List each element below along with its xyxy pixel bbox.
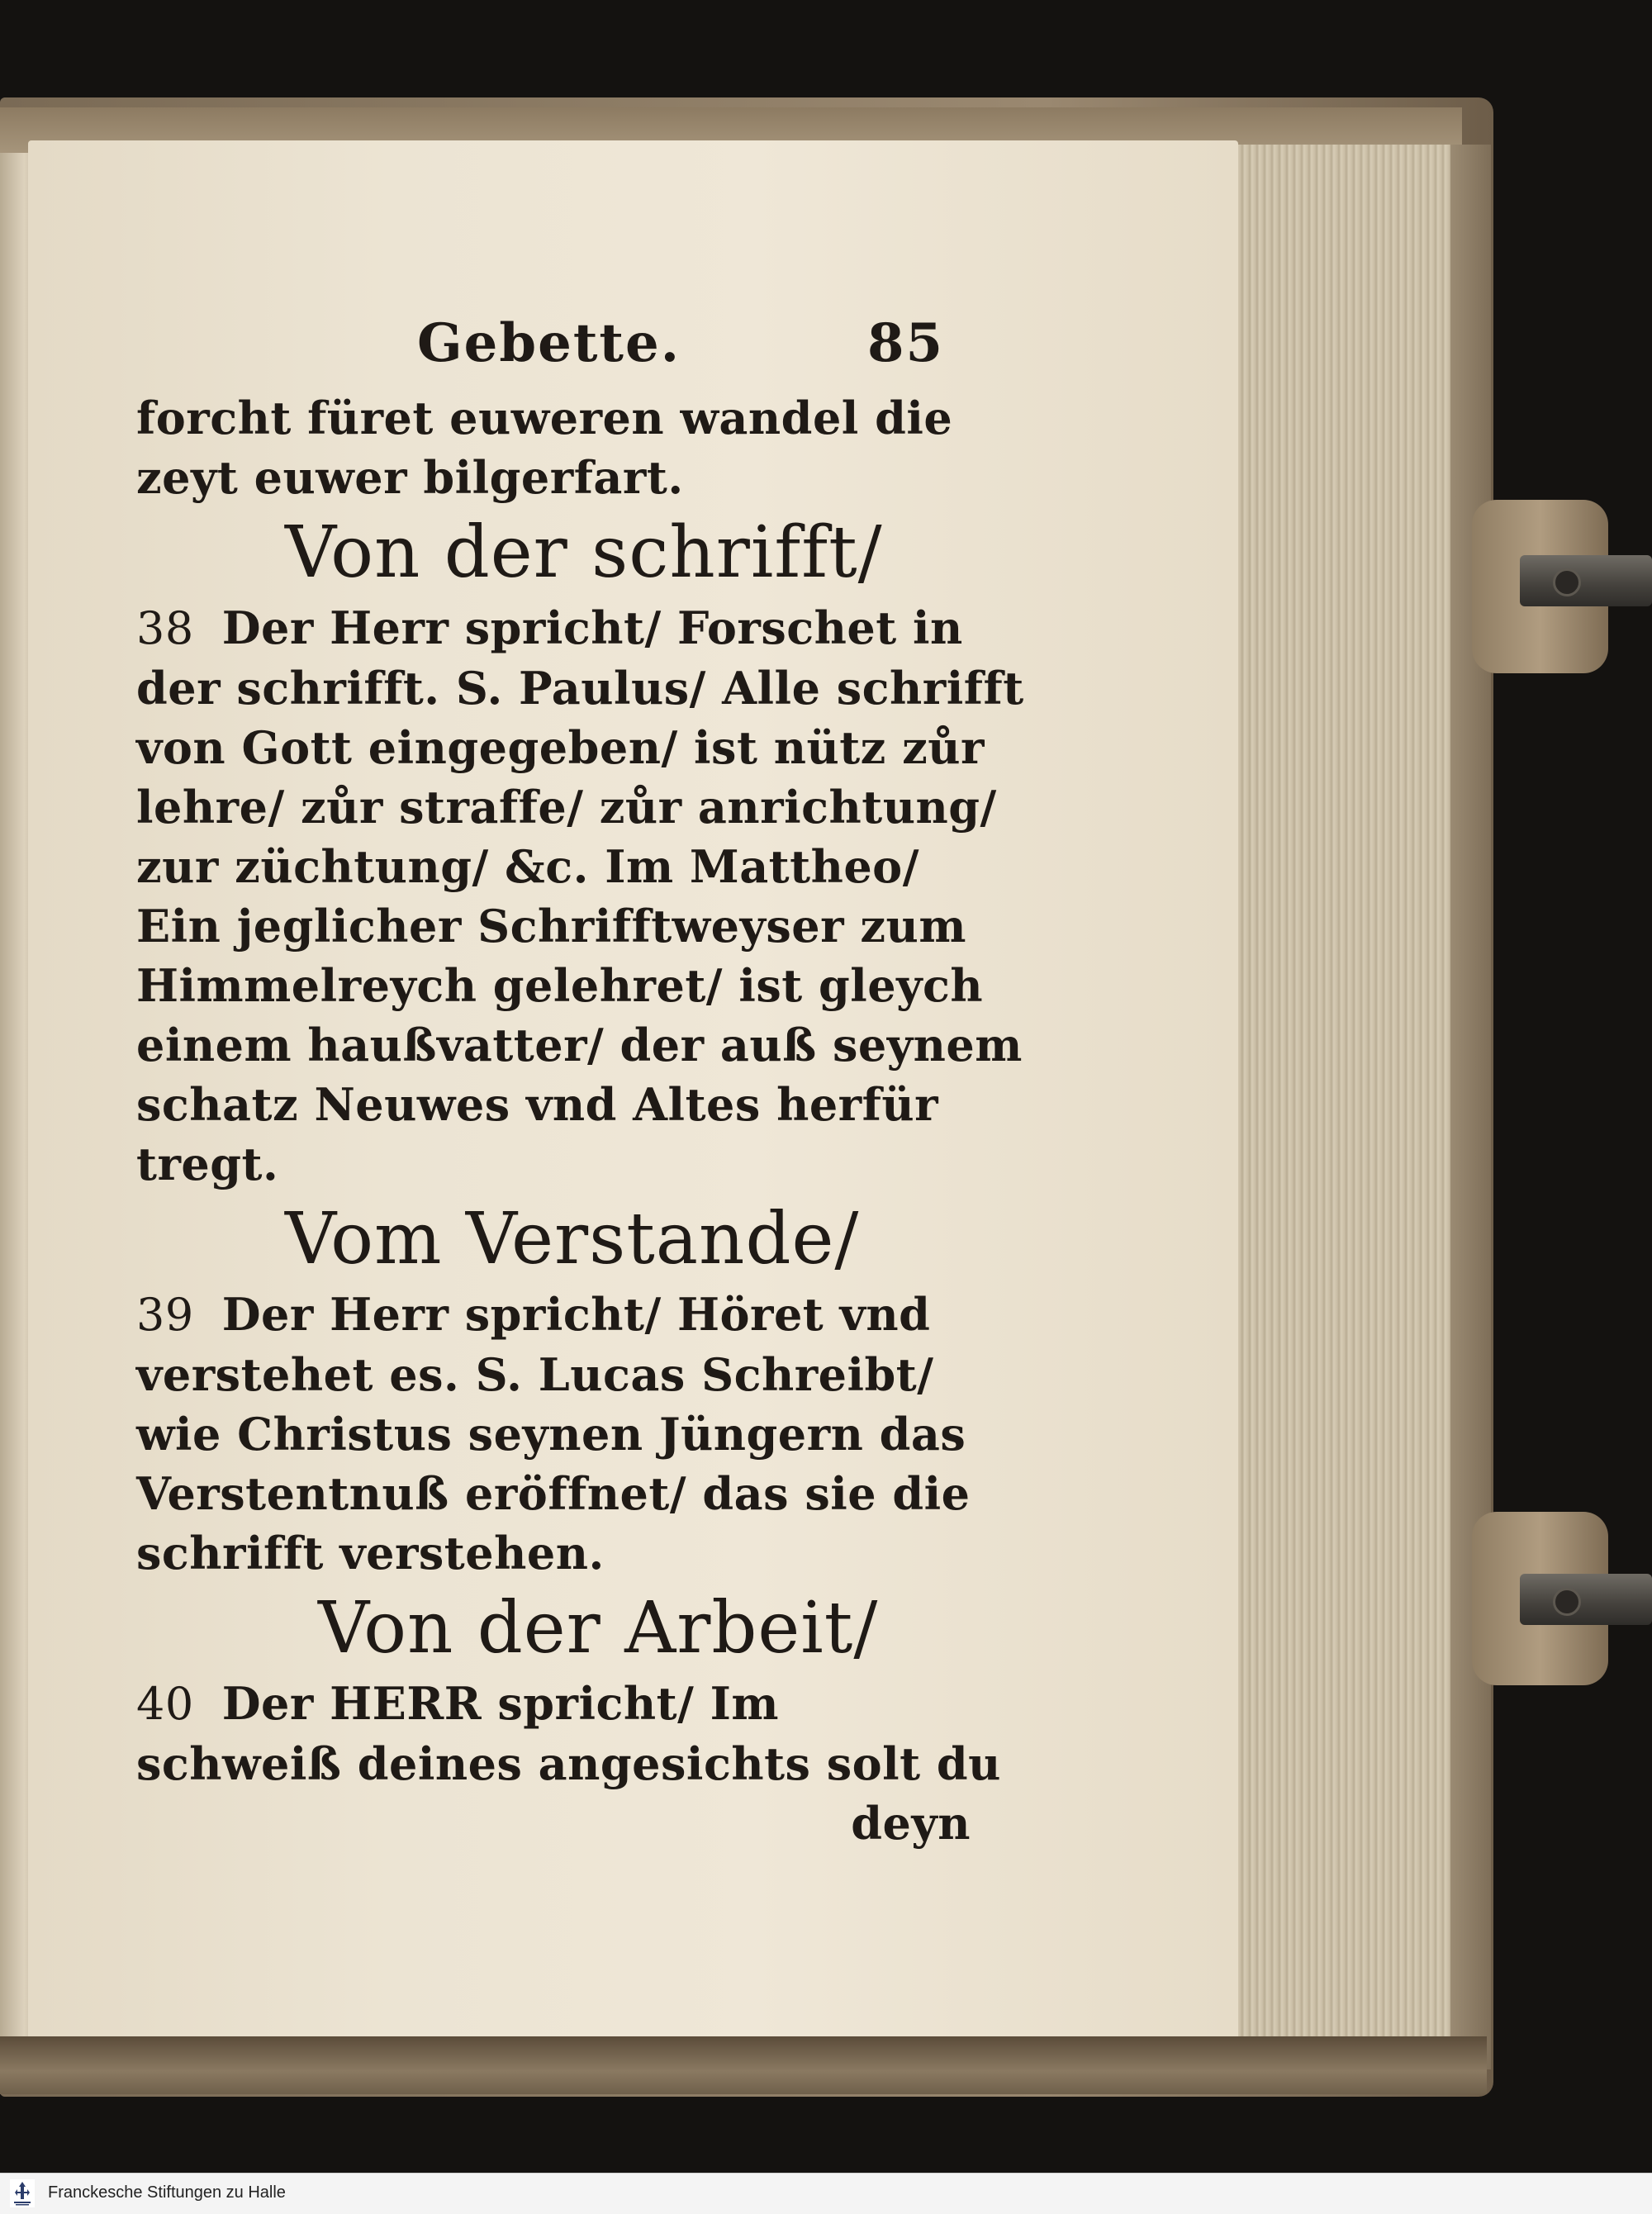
cover-bottom-edge — [0, 2036, 1487, 2094]
text-line: zeyt euwer bilgerfart. — [136, 451, 684, 504]
text-line: Der Herr spricht/ Forschet in — [221, 601, 963, 654]
section-heading: Vom Verstande/ — [285, 1198, 860, 1280]
text-line: Ein jeglicher Schrifftweyser zum — [136, 900, 966, 953]
text-line: forcht füret euweren wandel die — [136, 392, 953, 444]
section-heading: Von der schrifft/ — [285, 511, 883, 594]
text-line: tregt. — [136, 1138, 279, 1190]
text-line: einem haußvatter/ der auß seynem — [136, 1019, 1023, 1071]
section-number: 39 — [136, 1289, 194, 1341]
page-number: 85 — [867, 312, 945, 374]
text-line: zur züchtung/ &c. Im Mattheo/ — [136, 840, 919, 893]
text-line: verstehet es. S. Lucas Schreibt/ — [136, 1348, 934, 1401]
cover-fore-edge — [1446, 145, 1491, 2069]
text-line: schweiß deines angesichts solt du — [136, 1737, 1001, 1790]
running-head-title: Gebette. — [417, 312, 681, 374]
text-line: Der HERR spricht/ Im — [221, 1677, 780, 1730]
lower-clasp-pin — [1553, 1588, 1581, 1616]
upper-clasp-pin — [1553, 568, 1581, 596]
text-line: wie Christus seynen Jüngern das — [136, 1408, 966, 1461]
page-stack-edge — [1235, 145, 1450, 2045]
section-number: 40 — [136, 1678, 194, 1730]
text-line: der schrifft. S. Paulus/ Alle schrifft — [136, 662, 1024, 715]
text-line: Himmelreych gelehret/ ist gleych — [136, 959, 984, 1012]
text-line: von Gott eingegeben/ ist nütz zůr — [136, 721, 985, 774]
text-line: schrifft verstehen. — [136, 1527, 605, 1580]
text-line: schatz Neuwes vnd Altes herfür — [136, 1078, 939, 1131]
footer-institution-label: Franckesche Stiftungen zu Halle — [48, 2183, 286, 2202]
text-line: Verstentnuß eröffnet/ das sie die — [136, 1467, 971, 1520]
viewer-footer — [0, 2173, 1652, 2214]
section-heading: Von der Arbeit/ — [318, 1587, 879, 1670]
text-line: Der Herr spricht/ Höret vnd — [221, 1288, 931, 1341]
running-head — [136, 312, 971, 388]
lower-clasp-strap — [1520, 1574, 1652, 1625]
text-line: lehre/ zůr straffe/ zůr anrichtung/ — [136, 781, 997, 834]
page-text — [136, 312, 1024, 1853]
section-number: 38 — [136, 602, 194, 654]
francke-foundation-logo-icon — [10, 2179, 35, 2207]
catchword: deyn — [851, 1797, 971, 1850]
upper-clasp-strap — [1520, 555, 1652, 606]
